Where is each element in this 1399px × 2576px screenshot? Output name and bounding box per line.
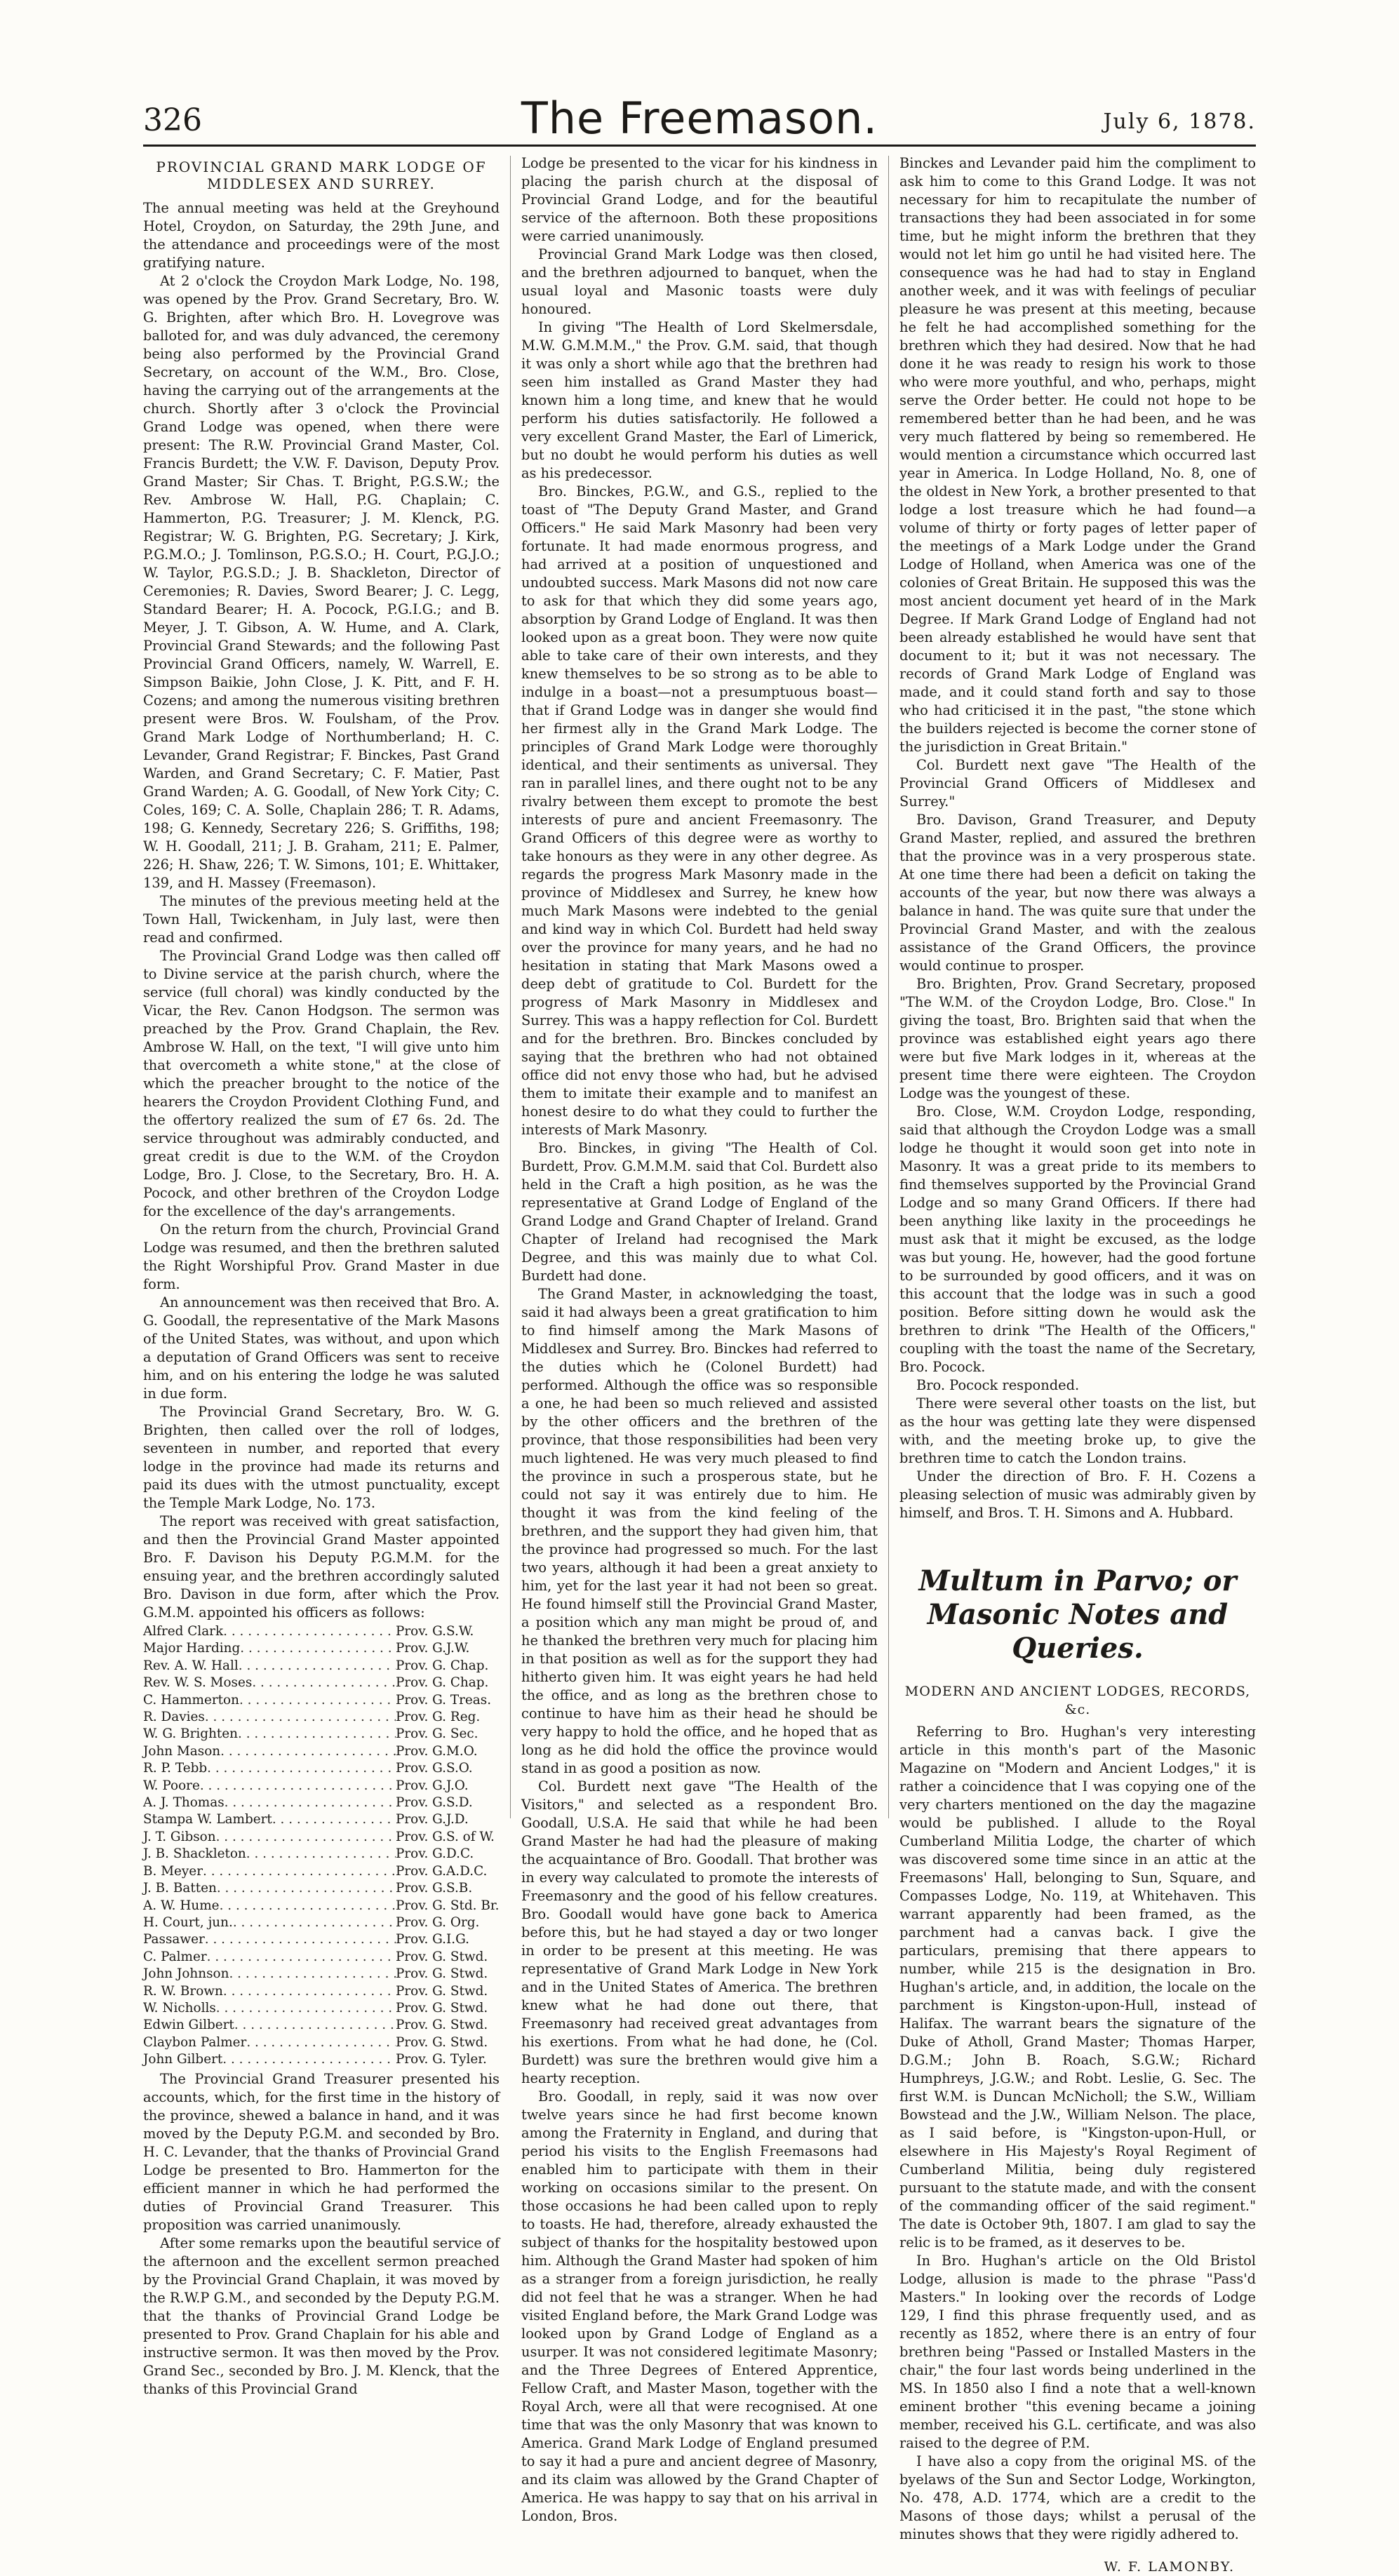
leader-dots [220, 1743, 396, 1760]
article-paragraph: On the return from the church, Provincial Grand Lodge was resumed, and then the brethren saluted the Right Worshipful Prov. Grand Master in due form. [143, 1221, 500, 1292]
leader-dots [229, 1966, 396, 1983]
article-paragraph: The annual meeting was held at the Greyhound Hotel, Croydon, on Saturday, the 29th June, and the attendance and proceedings were of the most gratifying nature. [143, 200, 500, 271]
officer-row [143, 1898, 500, 1914]
article-paragraph: After some remarks upon the beautiful service of the afternoon and the excellent sermon preached by the Provincial Grand Chaplain, it was moved by the R.W.P G.M., and seconded by the Deputy P.G.M. that the thanks of Provincial Grand Lodge be presented to Prov. Grand Chaplain for his able and instructive sermon. It was then moved by the Prov. Grand Sec., seconded by Bro. J. M. Klenck, that the thanks of this Provincial Grand [143, 2234, 500, 2397]
officer-rank: Prov. G. Std. Br. [396, 1898, 500, 1913]
officer-name: J. B. Batten [143, 1881, 217, 1896]
officer-name: W. Poore [143, 1778, 200, 1793]
leader-dots [216, 2000, 396, 2017]
officer-name: C. Palmer [143, 1949, 207, 1964]
article-paragraph: The minutes of the previous meeting held at the Town Hall, Twickenham, in July last, were then read and confirmed. [143, 893, 500, 946]
officer-rank: Prov. G.J.O. [396, 1778, 469, 1793]
notes-subheading: MODERN AND ANCIENT LODGES, RECORDS, &c. [904, 1684, 1251, 1717]
article-paragraph: Col. Burdett next gave "The Health of the Provincial Grand Officers of Middlesex and Surrey." [899, 757, 1256, 810]
officer-name: Passawer [143, 1932, 205, 1947]
officer-row [143, 1829, 500, 1846]
leader-dots [225, 1795, 396, 1811]
leader-dots [207, 1949, 396, 1966]
issue-date: July 6, 1878. [1103, 109, 1256, 134]
officer-row [143, 1726, 500, 1743]
article-paragraph: Bro. Binckes, P.G.W., and G.S., replied to the toast of "The Deputy Grand Master, and Grand Officers." He said Mark Masonry had been very fortunate. It had made enormous progress, and had arrived at a position of unquestioned and undoubted success. Mark Masons did not now care to ask for that which they did some years ago, absorption by Grand Lodge of England. It was then looked upon as a great boon. They were now quite able to take care of their own interests, and they knew themselves to be so strong as to be able to indulge in a boast—not a presumptuous boast—that if Grand Lodge was in danger she would find her firmest ally in the Grand Mark Lodge. The principles of Grand Mark Lodge were thoroughly identical, and their sentiments as universal. They ran in parallel lines, and there ought not to be any rivalry between them except to promote the best interests of pure and ancient Freemasonry. The Grand Officers of this degree were as worthy to take honours as they were in any other degree. As regards the progress Mark Masonry made in the province of Middlesex and Surrey, he knew how much Mark Masons were indebted to the genial and kind way in which Col. Burdett had held sway over the province for many years, and he had no hesitation in stating that Mark Masons owed a deep debt of gratitude to Col. Burdett for the progress of Mark Masonry in Middlesex and Surrey. This was a happy reflection for Col. Burdett and for the brethren. Bro. Binckes concluded by saying that the brethren who had not obtained office did not envy those who had, but he advised them to imitate their example and to manifest an honest desire to do what they could to further the interests of Mark Masonry. [521, 483, 878, 1138]
article-paragraph: An announcement was then received that Bro. A. G. Goodall, the representative of the Mark Masons of the United States, was without, and upon which a deputation of Grand Officers was sent to receive him, and on his entering the lodge he was saluted in due form. [143, 1294, 500, 1402]
officer-name: W. Nicholls [143, 2000, 216, 2015]
officer-row [143, 1880, 500, 1897]
officer-rank: Prov. G. Sec. [396, 1726, 478, 1742]
column-1 [143, 154, 500, 2399]
officer-row [143, 1692, 500, 1709]
article-paragraph: At 2 o'clock the Croydon Mark Lodge, No. 198, was opened by the Prov. Grand Secretary, Bro. W. G. Brighten, after which Bro. H. Lovegrove was balloted for, and was duly advanced, the ceremony being also performed by the Provincial Grand Secretary, on account of the W.M., Bro. Close, having the carrying out of the arrangements at the church. Shortly after 3 o'clock the Provincial Grand Lodge was opened, when there were present: The R.W. Provincial Grand Master, Col. Francis Burdett; the V.W. F. Davison, Deputy Prov. Grand Master; Sir Chas. T. Bright, P.G.S.W.; the Rev. Ambrose W. Hall, P.G. Chaplain; C. Hammerton, P.G. Treasurer; J. M. Klenck, P.G. Registrar; W. G. Brighten, P.G. Secretary; J. Kirk, P.G.M.O.; J. Tomlinson, P.G.S.O.; H. Court, P.G.J.O.; W. Taylor, P.G.S.D.; J. B. Shackleton, Director of Ceremonies; R. Davies, Sword Bearer; J. C. Legg, Standard Bearer; H. A. Pocock, P.G.I.G.; and B. Meyer, J. T. Gibson, A. W. Hume, and A. Clark, Provincial Grand Stewards; and the following Past Provincial Grand Officers, namely, W. Warrell, E. Simpson Baikie, John Close, J. K. Pitt, and F. H. Cozens; and among the numerous visiting brethren present were Bros. W. Foulsham, of the Prov. Grand Mark Lodge of Northumberland; H. C. Levander, Grand Registrar; F. Binckes, Past Grand Warden, and Grand Secretary; C. F. Matier, Past Grand Warden; A. G. Goodall, of New York City; C. Coles, 169; C. A. Solle, Chaplain 286; T. R. Adams, 198; G. Kennedy, Secretary 226; S. Griffiths, 198; W. H. Goodall, 211; J. B. Graham, 211; E. Palmer, 226; H. Shaw, 226; T. W. Simons, 101; E. Whittaker, 139, and H. Massey (Freemason). [143, 273, 500, 891]
column-2 [521, 154, 878, 2525]
leader-dots [239, 1692, 396, 1709]
article-paragraph: In giving "The Health of Lord Skelmersdale, M.W. G.M.M.M.," the Prov. G.M. said, that though it was only a short while ago that the brethren had seen him installed as Grand Master they had known him a long time, and knew that he would perform his duties satisfactorily. He followed a very excellent Grand Master, the Earl of Limerick, but no doubt he would perform his duties as well as his predecessor. [521, 319, 878, 481]
officer-rank: Prov. G.D.C. [396, 1846, 474, 1862]
officer-rank: Prov. G. Chap. [396, 1658, 489, 1673]
leader-dots [238, 1726, 396, 1743]
officer-rank: Prov. G. Stwd. [396, 2018, 488, 2033]
officer-rank: Prov. G.S.B. [396, 1881, 473, 1896]
officer-row [143, 1846, 500, 1863]
officer-row [143, 2000, 500, 2017]
officer-name: C. Hammerton [143, 1692, 239, 1708]
officer-name: John Johnson [143, 1966, 229, 1982]
leader-dots [205, 1709, 396, 1726]
article-paragraph: There were several other toasts on the list, but as the hour was getting late they were dispensed with, and the meeting broke up, to give the brethren time to catch the London trains. [899, 1395, 1256, 1466]
leader-dots [223, 1983, 396, 2000]
leader-dots [246, 1846, 396, 1863]
leader-dots [205, 1931, 396, 1948]
officer-row [143, 1743, 500, 1760]
officer-rank: Prov. G.A.D.C. [396, 1863, 488, 1879]
leader-dots [203, 1863, 396, 1880]
officer-name: A. J. Thomas [143, 1795, 225, 1811]
officer-row [143, 1709, 500, 1726]
officer-row [143, 1811, 500, 1828]
article-paragraph: Col. Burdett next gave "The Health of the Visitors," and selected as a respondent Bro. Goodall, U.S.A. He said that while he had been Grand Master he had had the pleasure of making the acquaintance of Bro. Goodall. That brother was in every way calculated to promote the interests of Freemasonry and the good of his fellow creatures. Bro. Goodall would have gone back to America before this, but he had stayed a day or two longer in order to be present at this meeting. He was representative of Grand Mark Lodge in New York and in the United States of America. The brethren knew what he had done out there, that Freemasonry had received great advantages from his exertions. From what he had done, he (Col. Burdett) was sure the brethren would give him a hearty reception. [521, 1778, 878, 2086]
officer-row [143, 1640, 500, 1657]
column-3 [899, 154, 1256, 2576]
officer-rank: Prov. G.S.O. [396, 1761, 473, 1776]
article-paragraph: The Provincial Grand Lodge was then called off to Divine service at the parish church, where the service (full choral) was kindly conducted by the Vicar, the Rev. Canon Hodgson. The sermon was preached by the Prov. Grand Chaplain, the Rev. Ambrose W. Hall, on the text, "I will give unto him that overcometh a white stone," at the close of which the preacher brought to the notice of the hearers the Croydon Provident Clothing Fund, and the offertory realized the sum of £7 6s. 2d. The service throughout was admirably conducted, and great credit is due to the W.M. of the Croydon Lodge, Bro. J. Close, to the Secretary, Bro. H. A. Pocock, and other brethren of the Croydon Lodge for the excellence of the day's arrangements. [143, 948, 500, 1219]
leader-dots [246, 2034, 396, 2051]
officer-rank: Prov. G.I.G. [396, 1932, 470, 1947]
article-paragraph: The report was received with great satisfaction, and then the Provincial Grand Master appointed Bro. F. Davison his Deputy P.G.M.M. for the ensuing year, and the brethren accordingly saluted Bro. Davison in due form, after which the Prov. G.M.M. appointed his officers as follows: [143, 1513, 500, 1621]
leader-dots [240, 1640, 396, 1657]
officer-rank: Prov. G.J.W. [396, 1641, 470, 1656]
officer-name: Rev. A. W. Hall [143, 1658, 239, 1673]
column-divider [888, 156, 889, 1818]
officer-rank: Prov. G. Stwd. [396, 1949, 488, 1964]
notes-paragraph: Referring to Bro. Hughan's very interesting article in this month's part of the Masonic Magazine on "Modern and Ancient Lodges," it is rather a coincidence that I was copying one of the very charters mentioned on the day the magazine would be published. I allude to the Royal Cumberland Militia Lodge, the charter of which was discovered some time since in an attic at the Freemasons' Hall, belonging to Sun, Square, and Compasses Lodge, No. 119, at Whitehaven. This warrant apparently had been framed, as the parchment had a canvas back. I give the particulars, premising that there appears to number, while 215 is the designation in Bro. Hughan's article, and, in addition, the locale on the parchment is Kingston-upon-Hull, instead of Halifax. The warrant bears the signature of the Duke of Atholl, Grand Master; Thomas Harper, D.G.M.; John B. Roach, S.G.W.; Richard Humphreys, J.G.W.; and Robt. Leslie, G. Sec. The first W.M. is Duncan McNicholl; the S.W., William Bowstead and the J.W., William Nelson. The place, as I said before, is "Kingston-upon-Hull, or elsewhere in His Majesty's Royal Regiment of Cumberland Militia, being duly registered pursuant to the statute made, and with the consent of the commanding officer of the said regiment." The date is October 9th, 1807. I am glad to say the relic is to be framed, as it deserves to be. [899, 1724, 1256, 2250]
leader-dots [220, 1898, 396, 1914]
article-paragraph: The Grand Master, in acknowledging the toast, said it had always been a great gratification to him to find himself among the Mark Masons of Middlesex and Surrey. Bro. Binckes had referred to the duties which he (Colonel Burdett) had performed. Although the office was so responsible a one, he had been so much relieved and assisted by the other officers and the brethren of the province, that those responsibilities had been very much lightened. He was very much pleased to find the province in such a prosperous state, but he could not say it was entirely due to him. He thought it was from the kind feeling of the brethren, and the support they had given him, that the province had progressed so much. For the last two years, although it had been a great anxiety to him, yet for the last year it had not been so great. He found himself still the Provincial Grand Master, a position which any man might be proud of, and he thanked the brethren very much for placing him in that position as well as for the support they had hitherto given him. It was eight years he had held the office, and as long as the brethren chose to continue to have him as their head he should be very happy to hold the office, and he hoped that as long as he did hold the office the province would stand in as good a position as now. [521, 1286, 878, 1776]
leader-dots [233, 1914, 396, 1931]
masthead-rule [143, 145, 1256, 147]
author-signature: W. F. LAMONBY. [1104, 2559, 1235, 2575]
leader-dots [216, 1829, 396, 1846]
officer-name: John Gilbert [143, 2052, 223, 2067]
article-paragraph: The Provincial Grand Treasurer presented his accounts, which, for the first time in the history of the province, shewed a balance in hand, and it was moved by the Deputy P.G.M. and seconded by Bro. H. C. Levander, that the thanks of Provincial Grand Lodge be presented to Bro. Hammerton for the efficient manner in which he had performed the duties of Provincial Grand Treasurer. This proposition was carried unanimously. [143, 2070, 500, 2233]
officer-name: Stampa W. Lambert [143, 1812, 272, 1827]
officer-row [143, 1795, 500, 1811]
leader-dots [223, 1623, 396, 1640]
officer-name: Major Harding [143, 1641, 241, 1656]
section-heading: Multum in Parvo; or Masonic Notes and Queries. [918, 1564, 1237, 1665]
officer-row [143, 1623, 500, 1640]
officer-name: Claybon Palmer [143, 2034, 247, 2050]
article-paragraph: Under the direction of Bro. F. H. Cozens a pleasing selection of music was admirably given by himself, and Bros. T. H. Simons and A. Hubbard. [899, 1468, 1256, 1521]
leader-dots [200, 1778, 396, 1795]
officer-name: J. B. Shackleton [143, 1846, 246, 1862]
officer-row [143, 1658, 500, 1675]
article-paragraph: Bro. Close, W.M. Croydon Lodge, responding, said that although the Croydon Lodge was a small lodge he thought it would soon get into note in Masonry. It was a great pride to its members to find themselves supported by the Provincial Grand Lodge and so many Grand Officers. If there had been anything like laxity in the proceedings he must ask that it might be excused, as the lodge was but young. He, however, had the good fortune to be surrounded by good officers, and it was on this account that the lodge was in such a good position. Before sitting down he would ask the brethren to drink "The Health of the Officers," coupling with the toast the name of the Secretary, Bro. Pocock. [899, 1103, 1256, 1375]
article-paragraph: Bro. Brighten, Prov. Grand Secretary, proposed "The W.M. of the Croydon Lodge, Bro. Close." In giving the toast, Bro. Brighten said that when the province was established eight years ago there were but five Mark lodges in it, whereas at the present time there were eighteen. The Croydon Lodge was the youngest of these. [899, 976, 1256, 1101]
officer-name: W. G. Brighten [143, 1726, 239, 1742]
column-divider [510, 156, 511, 1818]
officer-rank: Prov. G. Treas. [396, 1692, 492, 1708]
article-heading: PROVINCIAL GRAND MARK LODGE OF MIDDLESEX AND SURREY. [156, 159, 487, 192]
officer-row [143, 1914, 500, 1931]
officer-rank: Prov. G. Chap. [396, 1675, 489, 1691]
officer-name: John Mason [143, 1743, 221, 1759]
newspaper-title: The Freemason. [521, 93, 878, 144]
leader-dots [234, 2017, 396, 2034]
article-paragraph: Lodge be presented to the vicar for his kindness in placing the parish church at the disposal of Provincial Grand Lodge, and for the beautiful service of the afternoon. Both these propositions were carried unanimously. [521, 155, 878, 244]
officer-rank: Prov. G. Stwd. [396, 2034, 488, 2050]
officer-name: Alfred Clark [143, 1624, 224, 1639]
officer-row [143, 2051, 500, 2068]
officer-name: J. T. Gibson [143, 1829, 216, 1844]
masthead [143, 93, 1256, 143]
article-paragraph: Provincial Grand Mark Lodge was then closed, and the brethren adjourned to banquet, when the usual loyal and Masonic toasts were duly honoured. [521, 246, 878, 317]
officer-row [143, 1983, 500, 2000]
officer-row [143, 1675, 500, 1691]
officer-name: R. W. Brown [143, 1983, 223, 1999]
officer-row [143, 2017, 500, 2034]
officer-row [143, 1966, 500, 1983]
officer-name: R. P. Tebb [143, 1761, 208, 1776]
notes-paragraph: I have also a copy from the original MS. of the byelaws of the Sun and Sector Lodge, Workington, No. 478, A.D. 1774, which are a credit to the Masons of those days; whilst a perusal of the minutes shows that they were rigidly adhered to. [899, 2453, 1256, 2542]
officer-row [143, 1931, 500, 1948]
officer-row [143, 1760, 500, 1777]
officer-rank: Prov. G. Stwd. [396, 2000, 488, 2015]
officer-rank: Prov. G. Reg. [396, 1710, 481, 1725]
leader-dots [222, 2051, 396, 2068]
article-paragraph: Bro. Binckes, in giving "The Health of Col. Burdett, Prov. G.M.M.M. said that Col. Burdett also held in the Craft a high position, as he was the representative at Grand Lodge of England of the Grand Lodge and Grand Chapter of Ireland. Grand Chapter of Ireland had recognised the Mark Degree, and this was mainly due to what Col. Burdett had done. [521, 1140, 878, 1284]
officer-rank: Prov. G. Stwd. [396, 1983, 488, 1999]
officer-row [143, 2034, 500, 2051]
leader-dots [217, 1880, 396, 1897]
leader-dots [239, 1658, 396, 1675]
leader-dots [272, 1811, 396, 1828]
article-paragraph: Bro. Goodall, in reply, said it was now over twelve years since he had first become known among the Fraternity in England, and during that period his visits to the English Freemasons had enabled him to participate with them in their working on occasions similar to the present. On those occasions he had been called upon to reply to toasts. He had, therefore, already exhausted the subject of thanks for the hospitality bestowed upon him. Although the Grand Master had spoken of him as a stranger from a foreign jurisdiction, he really did not feel that he was a stranger. When he had visited England before, the Mark Grand Lodge was looked upon by Grand Lodge of England as a usurper. It was not considered legitimate Masonry; and the Three Degrees of Entered Apprentice, Fellow Craft, and Master Mason, together with the Royal Arch, were all that were recognised. At one time that was the only Masonry that was known to America. Grand Mark Lodge of England presumed to say it had a pure and ancient degree of Masonry, and its claim was allowed by the Grand Chapter of America. He was happy to say that on his arrival in London, Bros. [521, 2088, 878, 2524]
article-paragraph: Binckes and Levander paid him the compliment to ask him to come to this Grand Lodge. It was not necessary for him to recapitulate the number of transactions they had been associated in for some time, but he might inform the brethren that they would not let him go until he had visited here. The consequence was he had had to stay in England another week, and it was with feelings of peculiar pleasure he was present at this meeting, because he felt he had accomplished something for the brethren which they had desired. Now that he had done it he was ready to resign his work to those who were more youthful, and who, perhaps, might serve the Order better. He could not hope to be remembered better than he had been, and he was very much flattered by being so remembered. He would mention a circumstance which occurred last year in America. In Lodge Holland, No. 8, one of the oldest in New York, a brother presented to that lodge a lost treasure which he had found—a volume of thirty or forty pages of letter paper of the meetings of a Mark Lodge under the Grand Lodge of Holland, when America was one of the colonies of Great Britain. He supposed this was the most ancient document yet heard of in the Mark Degree. If Mark Grand Lodge of England had not been already established he would have sent that document to it; but it was not necessary. The records of Grand Mark Lodge of England was made, and it could stand forth and say to those who had criticised it in the past, "the stone which the builders rejected is become the corner stone of the jurisdiction in Great Britain." [899, 155, 1256, 755]
officer-rank: Prov. G. Tyler. [396, 2052, 487, 2067]
officer-row [143, 1949, 500, 1966]
officer-rank: Prov. G.S.D. [396, 1795, 473, 1811]
officer-rank: Prov. G.M.O. [396, 1743, 478, 1759]
officer-name: B. Meyer [143, 1863, 203, 1879]
officer-name: Edwin Gilbert [143, 2018, 234, 2033]
article-paragraph: The Provincial Grand Secretary, Bro. W. G. Brighten, then called over the roll of lodges, seventeen in number, and reported that every lodge in the province had made its returns and paid its dues with the utmost punctuality, except the Temple Mark Lodge, No. 173. [143, 1404, 500, 1511]
officer-rank: Prov. G. Stwd. [396, 1966, 488, 1982]
officer-rank: Prov. G.J.D. [396, 1812, 469, 1827]
officer-rank: Prov. G. Org. [396, 1914, 480, 1930]
page-number: 326 [143, 102, 202, 138]
notes-paragraph: In Bro. Hughan's article on the Old Bristol Lodge, allusion is made to the phrase "Pass'd Masters." In looking over the records of Lodge 129, I find this phrase frequently used, and as recently as 1852, where there is an entry of four brethren being "Passed or Installed Masters in the chair," the four last words being underlined in the MS. In 1850 also I find a note that a well-known eminent brother "this evening became a joining member, received his G.L. certificate, and was also raised to the degree of P.M. [899, 2253, 1256, 2451]
leader-dots [252, 1675, 396, 1691]
officer-row [143, 1863, 500, 1880]
officer-rank: Prov. G.S. of W. [396, 1829, 495, 1844]
officer-name: A. W. Hume [143, 1898, 220, 1913]
officer-name: H. Court, jun. [143, 1914, 233, 1930]
officers-list [143, 1623, 500, 2069]
article-paragraph: Bro. Pocock responded. [916, 1377, 1080, 1393]
leader-dots [207, 1760, 396, 1777]
officer-rank: Prov. G.S.W. [396, 1624, 474, 1639]
article-paragraph: Bro. Davison, Grand Treasurer, and Deputy Grand Master, replied, and assured the brethren that the province was in a very prosperous state. At one time there had been a deficit on taking the accounts of the year, but now there was always a balance in hand. The was quite sure that under the Provincial Grand Master, and with the zealous assistance of the Grand Officers, the province would continue to prosper. [899, 812, 1256, 974]
officer-name: Rev. W. S. Moses [143, 1675, 253, 1691]
officer-row [143, 1778, 500, 1795]
officer-name: R. Davies [143, 1710, 205, 1725]
